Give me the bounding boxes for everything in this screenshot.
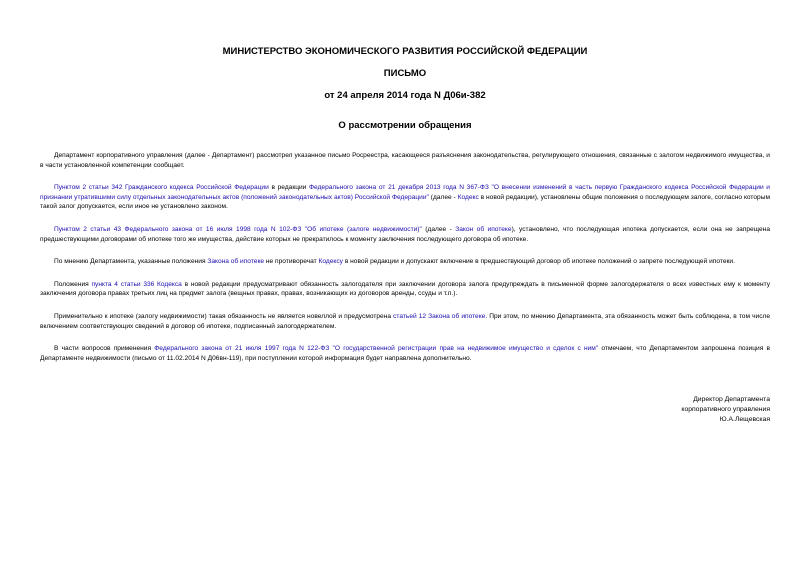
paragraph-4 [40,257,770,267]
paragraph-4-text-2: не противоречат [264,258,319,266]
link-mortgage-law-art-43[interactable]: Пунктом 2 статьи 43 Федерального закона от 16 июля 1998 года N 102-ФЗ "Об ипотеке (залоге недвижимости)" [54,225,422,233]
paragraph-7-text-2: отмечаем, что Департаментом запрошена позиция в Департаменте недвижимости (письмо от 11.02.2014 N Д06вн-119), при поступлении которой информация будет направлена дополнительно. [40,345,770,362]
link-code[interactable]: Кодекс [457,193,479,201]
link-code-art-336[interactable]: пункта 4 статьи 336 Кодекса [91,280,182,288]
paragraph-6-text-1: Применительно к ипотеке (залогу недвижимости) такая обязанность не является новеллой и предусмотрена [54,312,394,320]
paragraph-1-text: Департамент корпоративного управления (далее - Департамент) рассмотрел указанное письмо Росреестра, касающееся разъяснения законодательства, регулирующего отношения, связанные с залогом недвижимого имущества, и в части установленной компетенции сообщает. [40,152,770,169]
paragraph-4-text-3: в новой редакции и допускают включение в предшествующий договор об ипотеке положений о запрете последующей ипотеки. [342,258,735,266]
paragraph-7-text-1: В части вопросов применения [54,345,155,353]
paragraph-5-text-1: Положения [54,280,92,288]
document-date-number: от 24 апреля 2014 года N Д06и-382 [324,90,486,101]
link-mortgage-law[interactable]: Закон об ипотеке [455,225,512,233]
signature-block [681,395,770,425]
link-code-2[interactable]: Кодексу [318,258,343,266]
paragraph-6 [40,312,770,331]
signature-position-line-1: Директор Департамента [693,396,770,403]
document-body [40,151,770,376]
paragraph-2 [40,183,770,212]
ministry-title: МИНИСТЕРСТВО ЭКОНОМИЧЕСКОГО РАЗВИТИЯ РОССИЙСКОЙ ФЕДЕРАЦИИ [222,46,588,57]
link-mortgage-law-2[interactable]: Закона об ипотеке [207,258,265,266]
link-federal-law-367-fz[interactable]: Федерального закона от 21 декабря 2013 года N 367-ФЗ "О внесении изменений в часть первую Гражданского кодекса Российской Федерации и признании утратившими силу отдельных законодательных актов (положений законодательных актов) Российской Федерации" [40,184,770,201]
paragraph-3 [40,225,770,244]
paragraph-2-text-3: в новой редакции), установлены общие положения о последующем залоге, согласно которым такой залог допускается, если иное не установлено законом. [40,193,770,211]
signature-position-line-2: корпоративного управления [681,406,770,413]
signature-name: Ю.А.Лещевская [719,416,770,423]
link-mortgage-law-art-12[interactable]: статьей 12 Закона об ипотеке [393,312,486,320]
paragraph-5-text-2: в новой редакции предусматривают обязанность залогодателя при заключении договора залога предупреждать в письменной форме залогодержателя о всех известных ему к моменту заключения договора правах третьих лиц на предмет залога (вещных правах, правах, возникающих из договоров аренды, ссуды и т.п.). [40,280,770,298]
link-civil-code-art-342[interactable]: Пунктом 2 статьи 342 Гражданского кодекса Российской Федерации [54,184,269,192]
document-type: ПИСЬМО [383,68,427,79]
link-federal-law-122-fz[interactable]: Федерального закона от 21 июля 1997 года N 122-ФЗ "О государственной регистрации прав на недвижимое имущество и сделок с ним" [154,345,599,353]
paragraph-5 [40,280,770,299]
paragraph-3-text-2: ), установлено, что последующая ипотека допускается, если она не запрещена предшествующими договорами об ипотеке того же имущества, действие которых не прекратилось к моменту заключения последующего договора об ипотеке. [40,225,770,243]
paragraph-2-text-2: (далее - [428,193,458,201]
paragraph-6-text-2: . При этом, по мнению Департамента, эта обязанность может быть соблюдена, в том числе включением соответствующих сведений в договор об ипотеке, подписанный залогодержателем. [40,312,771,330]
paragraph-7 [40,344,770,363]
paragraph-4-text-1: По мнению Департамента, указанные положения [54,258,208,266]
document-subject: О рассмотрении обращения [338,120,472,131]
paragraph-1 [40,151,770,170]
paragraph-3-text-1: (далее - [421,225,456,233]
paragraph-2-text-1: в редакции [268,184,310,192]
